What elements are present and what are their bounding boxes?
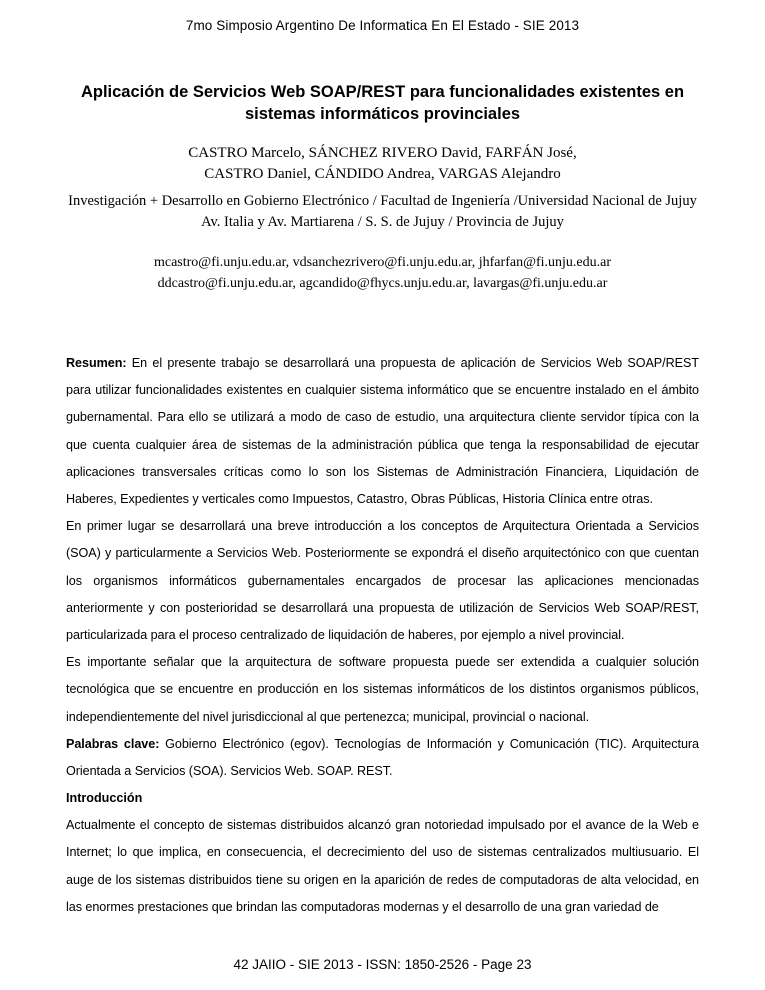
author-line-2: CASTRO Daniel, CÁNDIDO Andrea, VARGAS Alejandro xyxy=(204,166,561,183)
affiliation xyxy=(66,191,699,233)
introduction-paragraph-1: Actualmente el concepto de sistemas distribuidos alcanzó gran notoriedad impulsado por el avance de la Web e Internet; lo que implica, en consecuencia, el decrecimiento del uso de sistemas centralizados multiusuario. El auge de los sistemas distribuidos tiene su origen en la aparición de redes de computadoras de alta velocidad, en las enormes prestaciones que brindan las computadoras modernas y el desarrollo de una gran variedad de xyxy=(66,818,699,914)
abstract-label: Resumen: xyxy=(66,356,127,371)
author-line-1: CASTRO Marcelo, SÁNCHEZ RIVERO David, FARFÁN José, xyxy=(188,144,577,161)
abstract-paragraph-2: En primer lugar se desarrollará una breve introducción a los conceptos de Arquitectura Orientada a Servicios (SOA) y particularmente a Servicios Web. Posteriormente se expondrá el diseño arquitectónico con que cuentan los organismos informáticos gubernamentales encargados de procesar las aplicaciones mencionadas anteriormente y con posterioridad se desarrollará una propuesta de utilización de Servicios Web SOAP/REST, particularizada para el proceso centralizado de liquidación de haberes, por ejemplo a nivel provincial. xyxy=(66,519,699,642)
affiliation-line-2: Av. Italia y Av. Martiarena / S. S. de Jujuy / Provincia de Jujuy xyxy=(201,214,564,231)
author-emails xyxy=(66,252,699,294)
page-title: Aplicación de Servicios Web SOAP/REST para funcionalidades existentes en sistemas informáticos provinciales xyxy=(80,83,685,124)
author-list xyxy=(66,143,699,187)
affiliation-line-1: Investigación + Desarrollo en Gobierno Electrónico / Facultad de Ingeniería /Universidad Nacional de Jujuy xyxy=(68,193,697,210)
page-footer: 42 JAIIO - SIE 2013 - ISSN: 1850-2526 - Page 23 xyxy=(233,957,532,972)
keywords-text: Gobierno Electrónico (egov). Tecnologías de Información y Comunicación (TIC). Arquitectura Orientada a Servicios (SOA). Servicios Web. SOAP. REST. xyxy=(66,736,700,778)
abstract-text-1: En el presente trabajo se desarrollará una propuesta de aplicación de Servicios Web SOAP/REST para utilizar funcionalidades existentes en cualquier sistema informático que se encuentre instalado en el ámbito gubernamental. Para ello se utilizará a modo de caso de estudio, una arquitectura cliente servidor típica con la que cuenta cualquier área de sistemas de la administración pública que tenga la responsabilidad de ejecutar aplicaciones transversales críticas como lo son los Sistemas de Administración Financiera, Liquidación de Haberes, Expedientes y verticales como Impuestos, Catastro, Obras Públicas, Historia Clínica entre otras. xyxy=(66,356,699,506)
introduction-heading: Introducción xyxy=(66,791,143,806)
abstract-section xyxy=(66,350,699,785)
email-line-1: mcastro@fi.unju.edu.ar, vdsanchezrivero@fi.unju.edu.ar, jhfarfan@fi.unju.edu.ar xyxy=(153,255,611,271)
running-head: 7mo Simposio Argentino De Informatica En El Estado - SIE 2013 xyxy=(185,18,580,33)
introduction-section xyxy=(66,785,699,921)
keywords-paragraph xyxy=(66,731,699,785)
keywords-label: Palabras clave: xyxy=(66,736,160,751)
abstract-paragraph-3: Es importante señalar que la arquitectura de software propuesta puede ser extendida a cualquier solución tecnológica que se encuentre en producción en los sistemas informáticos de los distintos organismos públicos, independientemente del nivel jurisdiccional al que pertenezca; municipal, provincial o nacional. xyxy=(66,655,699,724)
abstract-paragraph-1 xyxy=(66,350,699,513)
email-line-2: ddcastro@fi.unju.edu.ar, agcandido@fhycs.unju.edu.ar, lavargas@fi.unju.edu.ar xyxy=(157,276,608,292)
